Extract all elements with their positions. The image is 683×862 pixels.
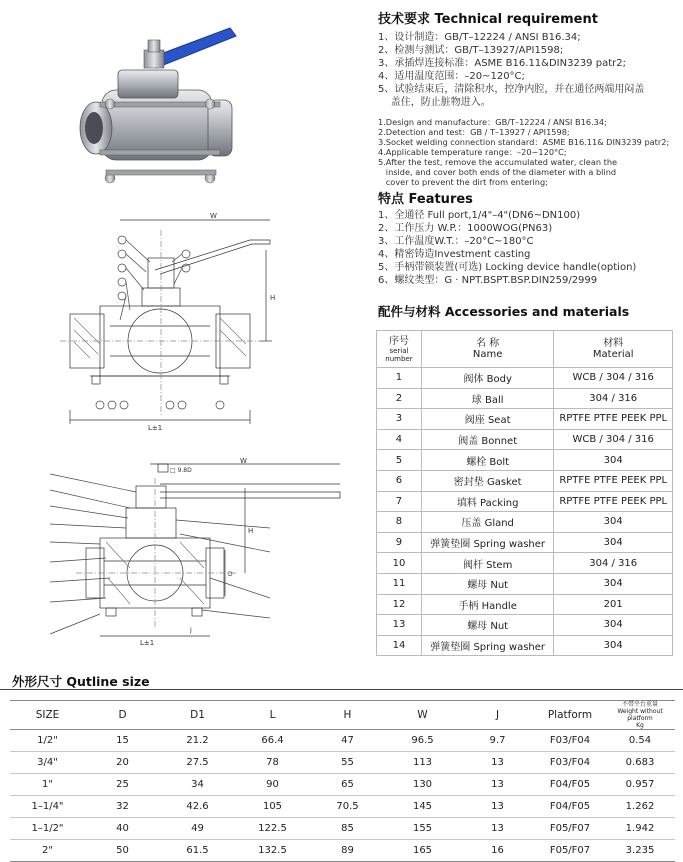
table-cell: 13 [377,615,422,636]
outline-size-table-body [10,730,675,862]
table-cell: 304 [554,512,673,533]
table-cell: RPTFE PTFE PEEK PPL [554,491,673,512]
col-header: L [235,701,310,730]
dim-h2-label: H [248,527,254,535]
table-cell: 145 [385,796,460,818]
features-section [378,188,678,287]
name-cn: 名 称 [476,338,500,349]
list-item: 2、检测与测试：GB/T–13927/API1598; [378,45,564,56]
accessories-table-body [377,368,673,656]
table-cell: 1.942 [605,818,675,840]
features-list [378,209,678,287]
table-cell: F05/F07 [535,818,605,840]
table-cell: 61.5 [160,840,235,862]
table-cell: 14 [377,635,422,656]
col-header: D [85,701,160,730]
table-cell: 304 [554,615,673,636]
weight-header-cn: 不带平台重量 [621,701,658,708]
table-cell: 78 [235,752,310,774]
list-item: inside, and cover both ends of the diameter with a blind [378,167,617,177]
table-cell: 球 Ball [421,388,554,409]
table-row [377,553,673,574]
table-cell: 6 [377,470,422,491]
table-cell: 弹簧垫圈 Spring washer [421,532,554,553]
list-item: 5.After the test, remove the accumulated water, clean the [378,157,618,167]
table-cell: 1 [377,368,422,389]
table-cell: 304 [554,450,673,471]
list-item: 6、螺纹类型：G · NPT.BSPT.BSP.DIN259/2999 [378,275,598,286]
table-row [377,594,673,615]
table-row [10,730,675,752]
table-cell: 65 [310,774,385,796]
table-cell: 1.262 [605,796,675,818]
table-cell: 2 [377,388,422,409]
table-cell: 阀盖 Bonnet [421,429,554,450]
table-cell: 10 [377,553,422,574]
table-cell: 阀杆 Stem [421,553,554,574]
list-item: 3、承插焊连接标准：ASME B16.11&DIN3239 patr2; [378,58,626,69]
list-item: 3.Socket welding connection standard：ASME B16.11& DIN3239 patr2; [378,137,670,147]
features-title: 特点 Features [378,192,473,207]
table-cell: 阀座 Seat [421,409,554,430]
table-cell: 3/4" [10,752,85,774]
table-cell: 42.6 [160,796,235,818]
col-header: Platform [535,701,605,730]
table-cell: F03/F04 [535,730,605,752]
table-cell: 27.5 [160,752,235,774]
table-row [10,818,675,840]
table-row [377,615,673,636]
table-row [10,840,675,862]
table-cell: 34 [160,774,235,796]
table-cell: 压盖 Gland [421,512,554,533]
material-cn: 材料 [603,338,624,349]
table-cell: 85 [310,818,385,840]
col-header-material [554,331,673,368]
table-cell: 20 [85,752,160,774]
dim-j-label: J [190,627,192,634]
list-item: 4、适用温度范围：–20~120°C; [378,71,525,82]
table-cell: WCB / 304 / 316 [554,368,673,389]
col-header: SIZE [10,701,85,730]
table-cell: 304 [554,532,673,553]
table-cell: 90 [235,774,310,796]
table-cell: 13 [460,774,535,796]
table-cell: 12 [377,594,422,615]
dim-w-label: W [210,212,217,220]
table-cell: 304 / 316 [554,388,673,409]
table-cell: F04/F05 [535,774,605,796]
table-cell: 122.5 [235,818,310,840]
technical-requirement-section [378,8,678,187]
outline-divider [0,689,683,690]
table-cell: 8 [377,512,422,533]
table-row [377,573,673,594]
dim-l-label: L±1 [148,424,163,432]
table-cell: 304 [554,635,673,656]
table-cell: 0.54 [605,730,675,752]
table-cell: 13 [460,818,535,840]
table-cell: 113 [385,752,460,774]
dim-d-label: D [228,571,233,578]
table-cell: 阀体 Body [421,368,554,389]
table-cell: 7 [377,491,422,512]
outline-size-table [10,700,675,862]
list-item: 5、试验结束后，清除积水，控净内腔，并在通径两端用闷盖 [378,84,645,95]
col-header-name [421,331,554,368]
table-cell: 弹簧垫圈 Spring washer [421,635,554,656]
col-header-weight [605,701,675,730]
table-cell: 132.5 [235,840,310,862]
table-row [377,491,673,512]
table-row [377,635,673,656]
col-header: J [460,701,535,730]
table-cell: 70.5 [310,796,385,818]
dim-w2-label: W [240,458,247,465]
table-cell: 89 [310,840,385,862]
list-item: 1、设计制造：GB/T–12224 / ANSI B16.34; [378,32,581,43]
serial-en-1: serial [389,346,409,355]
list-item: cover to prevent the dirt from entering; [378,177,548,187]
list-item: 2.Detection and test：GB / T–13927 / API1598; [378,127,570,137]
table-cell: 105 [235,796,310,818]
table-cell: 0.957 [605,774,675,796]
dim-h-label: H [270,294,276,302]
table-cell: 密封垫 Gasket [421,470,554,491]
table-cell: 螺母 Nut [421,615,554,636]
table-cell: WCB / 304 / 316 [554,429,673,450]
table-cell: 304 / 316 [554,553,673,574]
table-cell: 25 [85,774,160,796]
table-cell: 32 [85,796,160,818]
table-cell: 3.235 [605,840,675,862]
table-row [377,388,673,409]
table-cell: 螺母 Nut [421,573,554,594]
table-row [377,429,673,450]
accessories-table [376,330,673,656]
serial-cn: 序号 [388,335,409,347]
outline-header-row [10,701,675,730]
technical-requirement-en-list [378,117,678,187]
table-cell: 55 [310,752,385,774]
table-row [10,774,675,796]
list-item: 1.Design and manufacture：GB/T–12224 / ANSI B16.34; [378,117,607,127]
table-cell: 13 [460,752,535,774]
table-cell: 15 [85,730,160,752]
technical-requirement-title: 技术要求 Technical requirement [378,12,598,27]
list-item: 盖住，防止脏物进入。 [378,97,491,108]
table-cell: F03/F04 [535,752,605,774]
col-header: W [385,701,460,730]
col-header: H [310,701,385,730]
section-drawing-front [60,210,360,440]
table-cell: 4 [377,429,422,450]
table-cell: 11 [377,573,422,594]
technical-requirement-cn-list [378,31,678,109]
table-cell: 66.4 [235,730,310,752]
table-cell: 1–1/2" [10,818,85,840]
table-row [377,450,673,471]
table-row [377,368,673,389]
list-item: 4.Applicable temperature range：–20~120°C; [378,147,567,157]
table-cell: 165 [385,840,460,862]
table-cell: 49 [160,818,235,840]
table-cell: 155 [385,818,460,840]
table-cell: F05/F07 [535,840,605,862]
section-drawing-side [40,458,370,648]
list-item: 2、工作压力 W.P.：1000WOG(PN63) [378,223,553,234]
list-item: 4、精密铸造Investment casting [378,249,531,260]
table-cell: 16 [460,840,535,862]
weight-header-en: Weight without platform [617,708,663,722]
table-row [377,409,673,430]
table-cell: 9 [377,532,422,553]
col-header: D1 [160,701,235,730]
dim-l2-label: L±1 [140,639,155,647]
table-row [377,532,673,553]
table-cell: F04/F05 [535,796,605,818]
table-cell: 96.5 [385,730,460,752]
table-row [377,470,673,491]
ball-valve-photo [70,10,240,200]
table-row [10,752,675,774]
table-cell: RPTFE PTFE PEEK PPL [554,409,673,430]
material-en: Material [592,349,634,360]
table-cell: 50 [85,840,160,862]
accessories-title: 配件与材料 Accessories and materials [378,304,630,319]
table-cell: 13 [460,796,535,818]
table-cell: 47 [310,730,385,752]
table-cell: 2" [10,840,85,862]
table-cell: 1/2" [10,730,85,752]
table-cell: 40 [85,818,160,840]
table-cell: 130 [385,774,460,796]
table-cell: 螺栓 Bolt [421,450,554,471]
table-cell: 1–1/4" [10,796,85,818]
table-cell: 9.7 [460,730,535,752]
table-cell: 201 [554,594,673,615]
table-cell: 手柄 Handle [421,594,554,615]
table-cell: RPTFE PTFE PEEK PPL [554,470,673,491]
list-item: 5、手柄带锁装置(可选) Locking device handle(option) [378,262,637,273]
dim-hex-label: □ 9.8D [170,467,192,474]
table-cell: 3 [377,409,422,430]
table-cell: 填料 Packing [421,491,554,512]
list-item: 1、全通径 Full port,1/4"–4"(DN6~DN100) [378,210,581,221]
table-cell: 21.2 [160,730,235,752]
table-row [377,512,673,533]
serial-en-2: number [385,354,413,363]
table-cell: 1" [10,774,85,796]
table-cell: 0.683 [605,752,675,774]
outline-size-title: 外形尺寸 Qutline size [12,674,150,689]
table-cell: 304 [554,573,673,594]
table-row [10,796,675,818]
list-item: 3、工作温度W.T.：–20°C~180°C [378,236,534,247]
weight-header-unit: Kg [636,722,644,729]
col-header-serial [377,331,422,368]
name-en: Name [472,349,503,360]
table-cell: 5 [377,450,422,471]
